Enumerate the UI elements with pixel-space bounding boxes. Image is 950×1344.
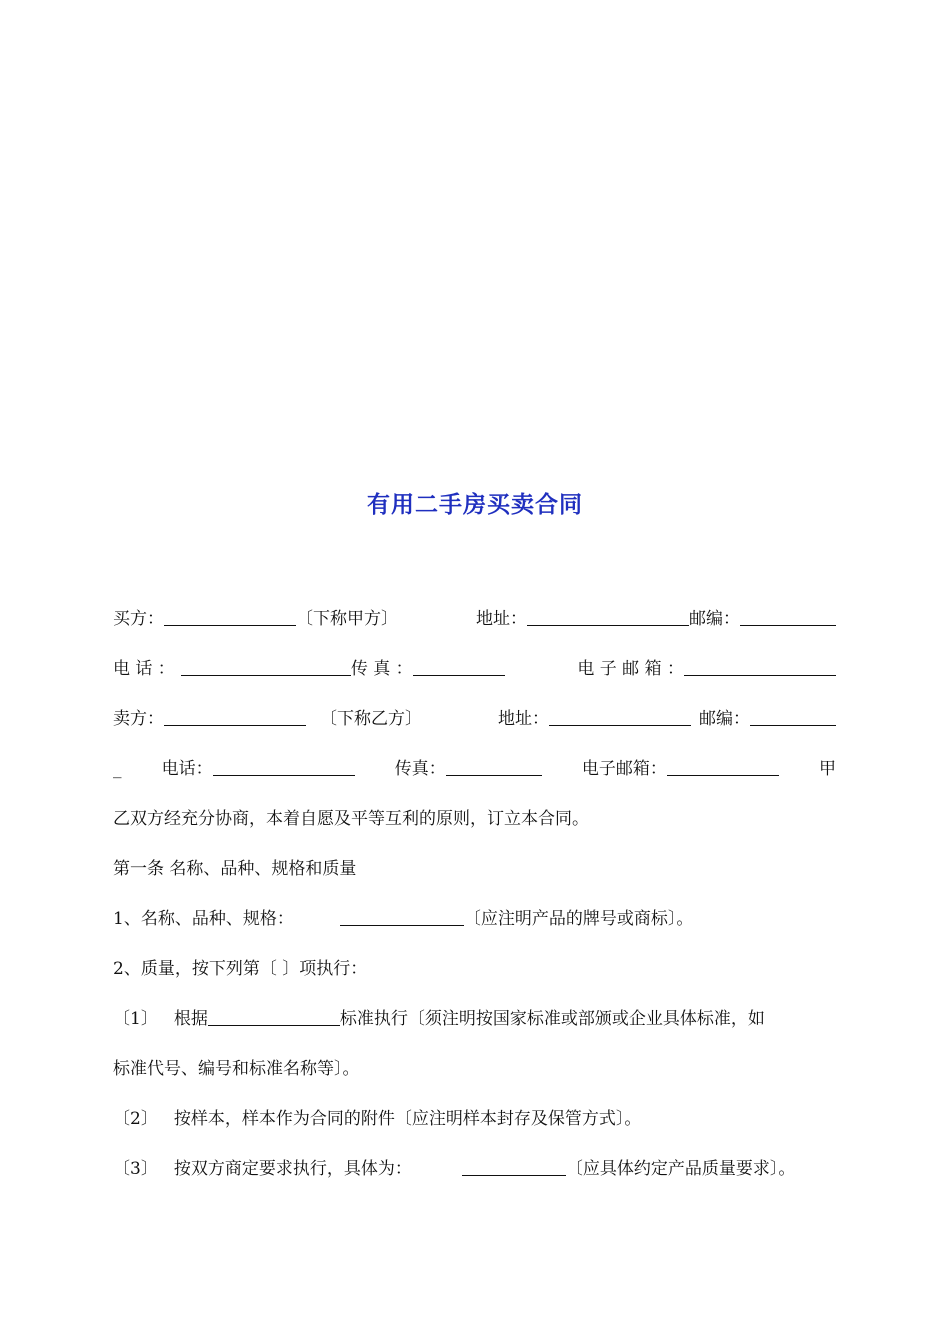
seller-postcode-blank[interactable] — [750, 707, 836, 726]
sub-item-1-number: 〔1〕 — [113, 1009, 158, 1029]
buyer-line — [113, 606, 836, 632]
sub-item-3-text: 按双方商定要求执行，具体为： — [173, 1159, 412, 1179]
seller-address-blank[interactable] — [549, 707, 691, 726]
intro-lead-char: 甲 — [819, 759, 836, 779]
item-1-line — [113, 906, 693, 932]
seller-contact-line — [113, 756, 836, 782]
buyer-fax-label: 传 真 ： — [350, 659, 413, 679]
buyer-address-label: 地址： — [476, 609, 527, 629]
seller-phone-label: 电话： — [161, 759, 213, 779]
buyer-email-label: 电 子 邮 箱 ： — [577, 659, 684, 679]
item-1-note: 〔应注明产品的牌号或商标〕。 — [463, 909, 694, 929]
seller-postcode-label: 邮编： — [699, 709, 750, 729]
sub-item-2-line — [113, 1106, 641, 1132]
sub-item-2-number: 〔2〕 — [113, 1109, 158, 1129]
item-2-line: 2、质量，按下列第〔 〕项执行： — [113, 959, 368, 979]
seller-name-blank[interactable] — [164, 707, 306, 726]
seller-email-label: 电子邮箱： — [581, 759, 667, 779]
buyer-address-blank[interactable] — [527, 607, 689, 626]
buyer-fax-blank[interactable] — [413, 657, 505, 676]
sub-item-3-number: 〔3〕 — [113, 1159, 158, 1179]
seller-fax-label: 传真： — [394, 759, 446, 779]
sub-item-1-prefix: 根据 — [173, 1009, 208, 1029]
buyer-phone-blank[interactable] — [181, 657, 351, 676]
buyer-label: 买方： — [113, 609, 164, 629]
sub-item-1-text: 标准执行〔须注明按国家标准或部颁或企业具体标准，如 — [339, 1009, 765, 1029]
buyer-contact-line — [113, 656, 836, 682]
buyer-name-blank[interactable] — [164, 607, 296, 626]
seller-line — [113, 706, 836, 732]
buyer-phone-label: 电 话 ： — [113, 659, 175, 679]
buyer-postcode-blank[interactable] — [740, 607, 836, 626]
intro-paragraph: 乙双方经充分协商，本着自愿及平等互利的原则，订立本合同。 — [113, 809, 589, 829]
buyer-email-blank[interactable] — [684, 657, 836, 676]
sub-item-1-blank[interactable] — [208, 1007, 340, 1026]
seller-address-label: 地址： — [498, 709, 549, 729]
article-1-heading: 第一条 名称、品种、规格和质量 — [113, 859, 357, 879]
sub-item-1-line — [113, 1006, 765, 1032]
sub-item-1-continuation: 标准代号、编号和标准名称等〕。 — [113, 1059, 360, 1079]
sub-item-3-line — [113, 1156, 795, 1182]
seller-phone-blank[interactable] — [213, 757, 355, 776]
seller-alias: 〔下称乙方〕 — [320, 709, 422, 729]
seller-underscore: _ — [113, 759, 122, 779]
buyer-alias: 〔下称甲方〕 — [296, 609, 398, 629]
sub-item-3-note: 〔应具体约定产品质量要求〕。 — [565, 1159, 796, 1179]
seller-label: 卖方： — [113, 709, 164, 729]
buyer-postcode-label: 邮编： — [689, 609, 740, 629]
document-title: 有用二手房买卖合同 — [367, 492, 583, 518]
item-1-blank[interactable] — [340, 907, 464, 926]
sub-item-3-blank[interactable] — [462, 1157, 566, 1176]
item-1-label: 1、名称、品种、规格： — [113, 909, 294, 929]
sub-item-2-text: 按样本，样本作为合同的附件〔应注明样本封存及保管方式〕。 — [173, 1109, 642, 1129]
seller-fax-blank[interactable] — [446, 757, 542, 776]
seller-email-blank[interactable] — [667, 757, 779, 776]
